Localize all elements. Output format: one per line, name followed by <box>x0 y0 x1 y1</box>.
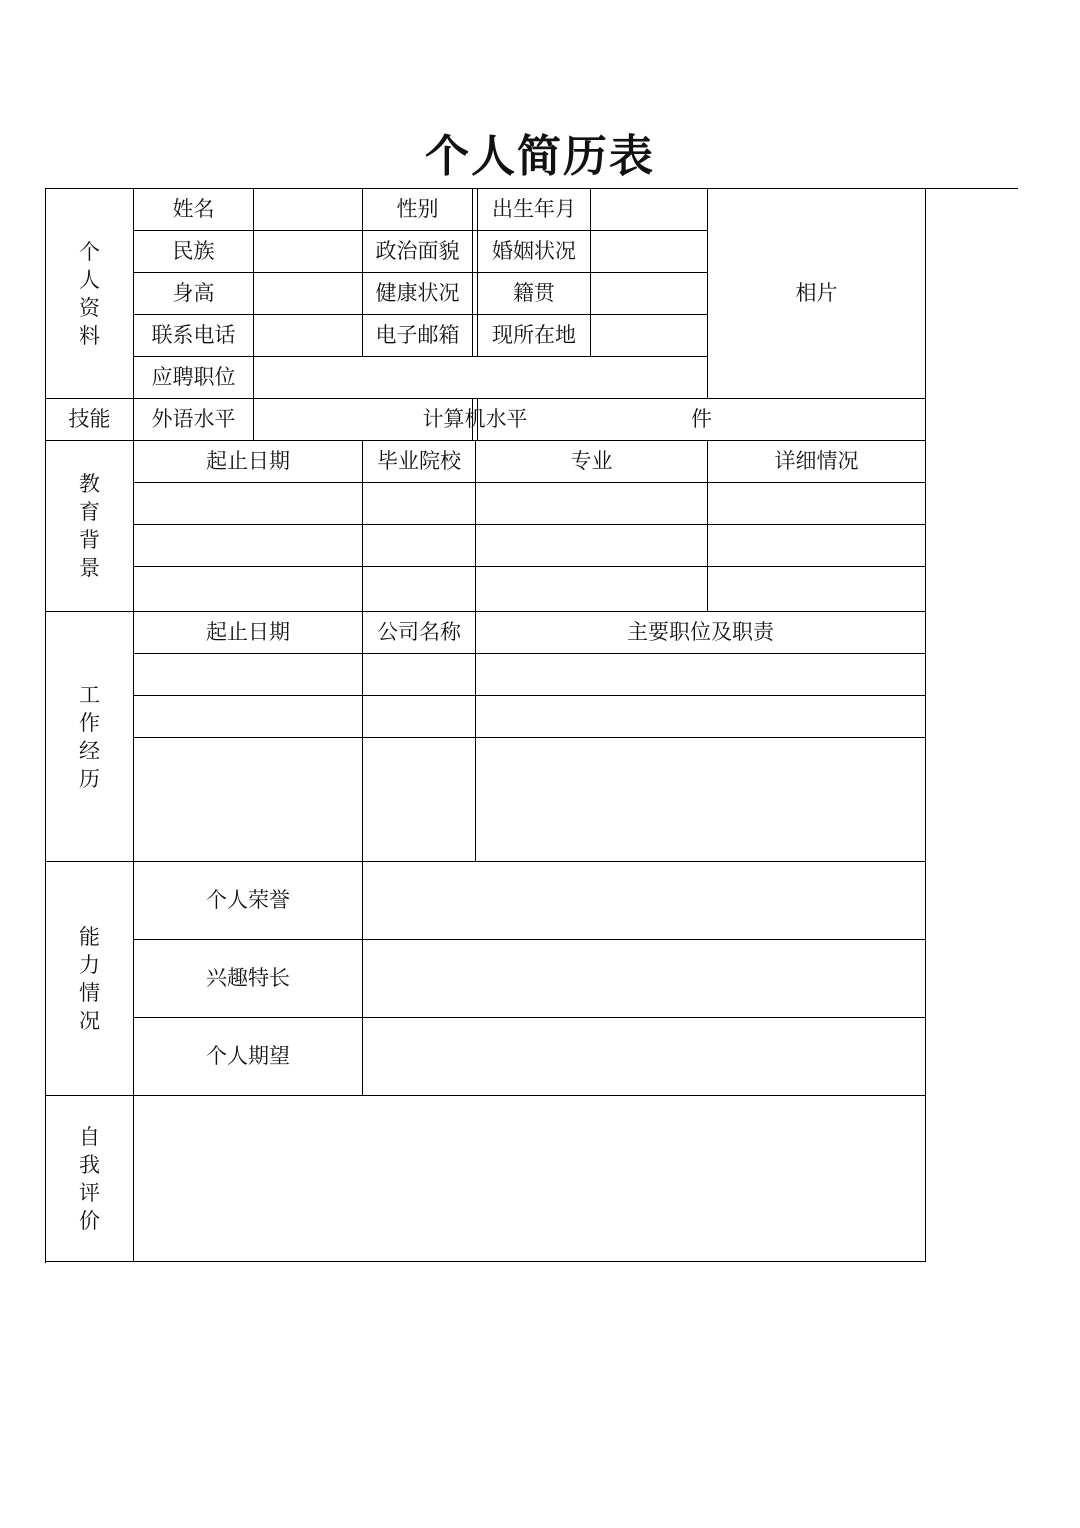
value-ethnicity[interactable] <box>254 231 363 273</box>
label-phone: 联系电话 <box>134 315 254 357</box>
section-label-char: 背 <box>79 528 100 552</box>
edu-cell[interactable] <box>476 567 708 612</box>
value-self-eval[interactable] <box>134 1096 926 1262</box>
section-label-char: 人 <box>79 267 100 292</box>
value-height[interactable] <box>254 273 363 315</box>
section-label-char: 价 <box>79 1208 100 1233</box>
edu-cell[interactable] <box>363 525 476 567</box>
label-position: 应聘职位 <box>134 357 254 399</box>
section-label-char: 我 <box>79 1152 100 1177</box>
work-cell[interactable] <box>363 654 476 696</box>
edu-cell[interactable] <box>708 525 926 567</box>
label-expectations: 个人期望 <box>134 1018 363 1096</box>
edu-cell[interactable] <box>476 525 708 567</box>
section-label-char: 料 <box>79 323 100 348</box>
section-label-char: 经 <box>79 738 100 763</box>
work-cell[interactable] <box>363 696 476 738</box>
value-honors[interactable] <box>363 862 926 940</box>
edu-header-major: 专业 <box>476 441 708 483</box>
section-label-char: 情 <box>79 980 100 1005</box>
label-name: 姓名 <box>134 189 254 231</box>
work-cell[interactable] <box>363 738 476 862</box>
section-label-char: 作 <box>79 710 100 735</box>
work-header-duties: 主要职位及职责 <box>476 612 926 654</box>
label-computer: 计算机水平 <box>473 399 478 441</box>
section-label-char: 教 <box>79 472 100 496</box>
resume-table <box>45 188 1018 1263</box>
edu-cell[interactable] <box>363 567 476 612</box>
work-cell[interactable] <box>134 654 363 696</box>
edu-cell[interactable] <box>134 525 363 567</box>
edu-cell[interactable] <box>708 567 926 612</box>
section-label-char: 况 <box>79 1008 100 1033</box>
work-cell[interactable] <box>134 696 363 738</box>
value-marital[interactable] <box>591 231 708 273</box>
section-label-ability <box>46 862 134 1096</box>
work-cell[interactable] <box>476 696 926 738</box>
work-cell[interactable] <box>476 738 926 862</box>
value-location[interactable] <box>591 315 708 357</box>
label-height: 身高 <box>134 273 254 315</box>
label-birth: 出生年月 <box>478 189 591 231</box>
label-honors: 个人荣誉 <box>134 862 363 940</box>
label-native-place: 籍贯 <box>478 273 591 315</box>
photo-box[interactable]: 相片 <box>708 189 926 399</box>
section-label-char: 育 <box>79 500 100 524</box>
label-location: 现所在地 <box>478 315 591 357</box>
section-label-char: 能 <box>79 924 100 949</box>
work-cell[interactable] <box>476 654 926 696</box>
label-interests: 兴趣特长 <box>134 940 363 1018</box>
section-label-char: 个 <box>79 239 100 264</box>
section-label-skills: 技能 <box>46 399 134 441</box>
work-header-company: 公司名称 <box>363 612 476 654</box>
value-phone[interactable] <box>254 315 363 357</box>
section-label-char: 评 <box>79 1180 100 1205</box>
page-title: 个人简历表 <box>425 131 655 182</box>
value-expectations[interactable] <box>363 1018 926 1096</box>
section-label-char: 历 <box>79 766 100 791</box>
label-health: 健康状况 <box>363 273 473 315</box>
label-gender: 性别 <box>363 189 473 231</box>
section-label-education <box>46 441 134 612</box>
label-email: 电子邮箱 <box>363 315 473 357</box>
label-marital: 婚姻状况 <box>478 231 591 273</box>
label-ethnicity: 民族 <box>134 231 254 273</box>
value-interests[interactable] <box>363 940 926 1018</box>
edu-cell[interactable] <box>134 567 363 612</box>
section-label-char: 自 <box>79 1124 100 1149</box>
section-label-char: 力 <box>79 952 100 977</box>
label-politics: 政治面貌 <box>363 231 473 273</box>
work-header-dates: 起止日期 <box>134 612 363 654</box>
edu-cell[interactable] <box>708 483 926 525</box>
value-name[interactable] <box>254 189 363 231</box>
section-label-work <box>46 612 134 862</box>
section-label-char: 工 <box>79 682 100 707</box>
value-computer[interactable]: 件 <box>478 399 926 441</box>
edu-cell[interactable] <box>363 483 476 525</box>
value-birth[interactable] <box>591 189 708 231</box>
value-position[interactable] <box>254 357 708 399</box>
section-label-char: 景 <box>79 556 100 580</box>
edu-header-school: 毕业院校 <box>363 441 476 483</box>
edu-cell[interactable] <box>476 483 708 525</box>
work-cell[interactable] <box>134 738 363 862</box>
section-label-self-eval <box>46 1096 134 1262</box>
label-language: 外语水平 <box>134 399 254 441</box>
section-label-personal <box>46 189 134 399</box>
edu-header-details: 详细情况 <box>708 441 926 483</box>
value-native-place[interactable] <box>591 273 708 315</box>
edu-header-dates: 起止日期 <box>134 441 363 483</box>
edu-cell[interactable] <box>134 483 363 525</box>
section-label-char: 资 <box>79 295 100 320</box>
